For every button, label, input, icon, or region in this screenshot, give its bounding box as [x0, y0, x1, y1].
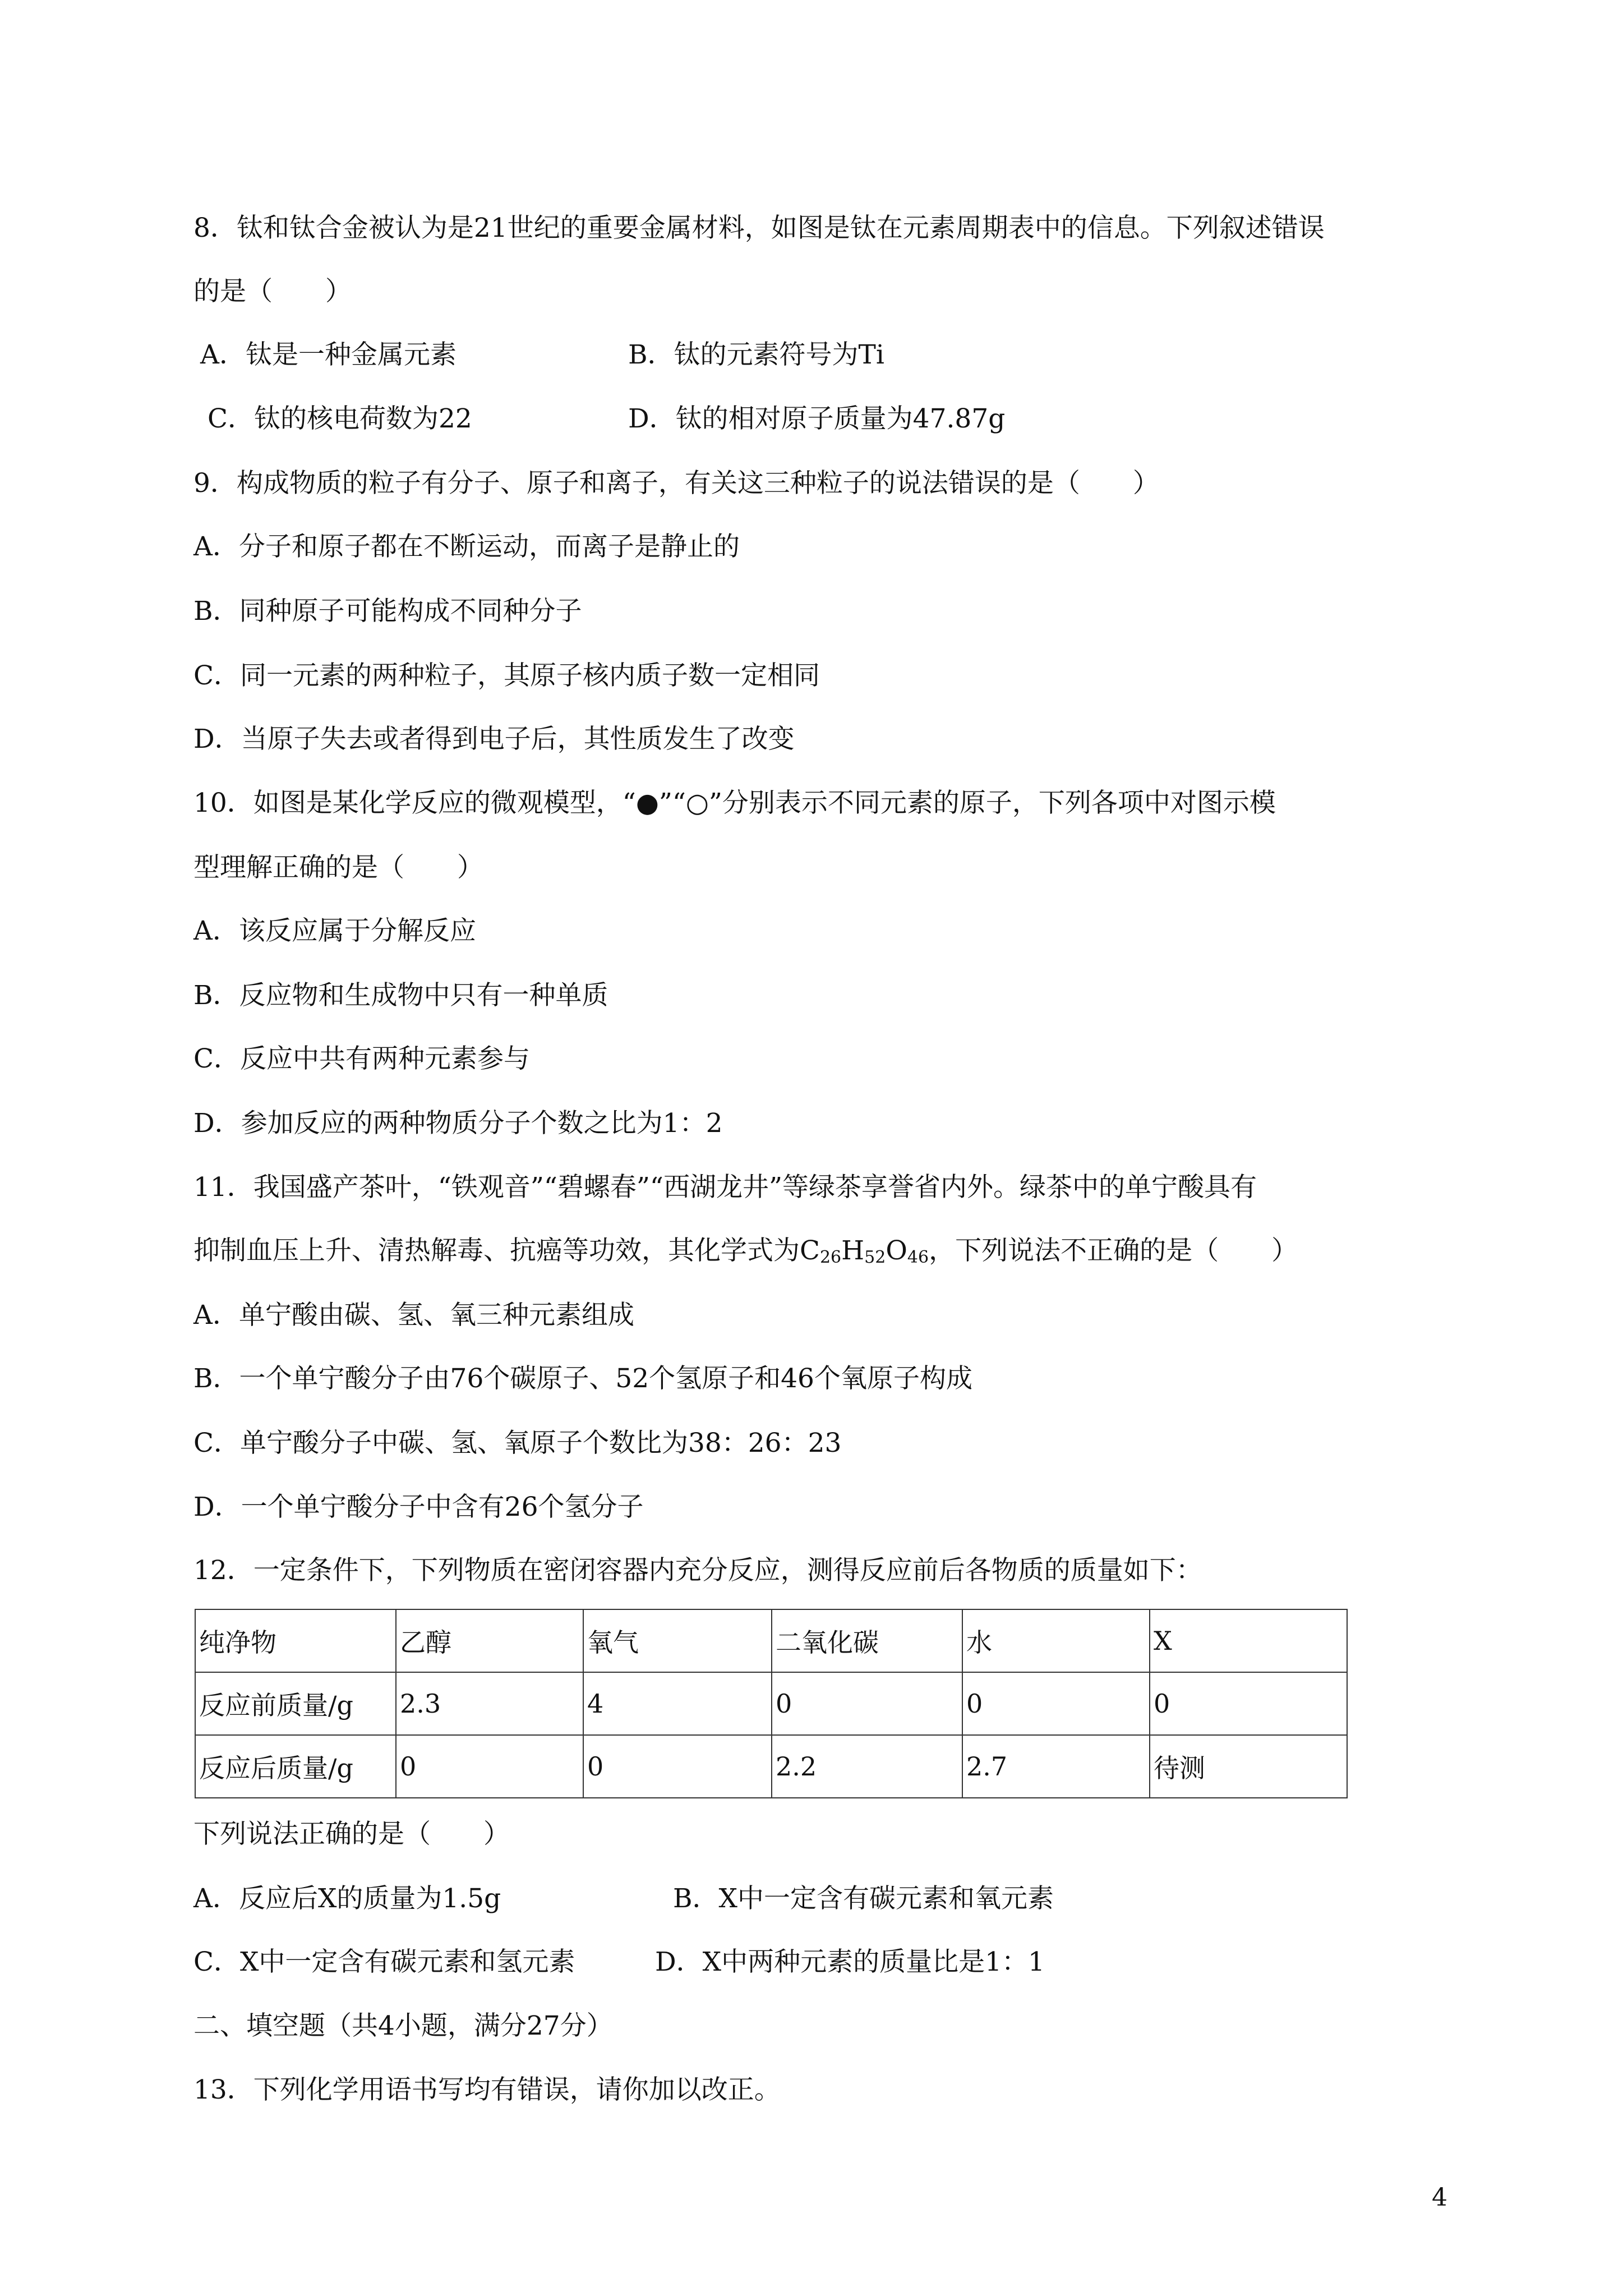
q11-option-d: D．一个单宁酸分子中含有26个氢分子: [193, 1492, 644, 1522]
table-row: [195, 1672, 1347, 1735]
q10-option-b: B．反应物和生成物中只有一种单质: [193, 980, 608, 1011]
q12-option-a: A．反应后X的质量为1.5g: [193, 1883, 501, 1914]
table-cell: 0: [772, 1672, 962, 1735]
q11-option-c: C．单宁酸分子中碳、氢、氧原子个数比为38：26：23: [193, 1428, 842, 1458]
q12-option-b: B．X中一定含有碳元素和氧元素: [673, 1883, 1054, 1914]
page-number: 4: [1432, 2183, 1447, 2212]
table-header-cell: 乙醇: [396, 1609, 583, 1672]
table-cell: 0: [962, 1672, 1150, 1735]
q12-option-c: C．X中一定含有碳元素和氢元素: [193, 1947, 575, 1977]
q8-stem-line2: 的是（ ）: [193, 276, 352, 307]
formula-subscript-hydrogen: 52: [864, 1248, 886, 1267]
q12-stem: 12．一定条件下，下列物质在密闭容器内充分反应，测得反应前后各物质的质量如下：: [193, 1555, 1202, 1586]
table-cell: 反应前质量/g: [195, 1672, 396, 1735]
mass-table: [195, 1609, 1348, 1798]
q9-option-a: A．分子和原子都在不断运动，而离子是静止的: [193, 531, 740, 562]
table-cell: 0: [1150, 1672, 1347, 1735]
q8-stem-line1: 8．钛和钛合金被认为是21世纪的重要金属材料，如图是钛在元素周期表中的信息。下列叙述错误: [193, 213, 1325, 243]
q9-option-c: C．同一元素的两种粒子，其原子核内质子数一定相同: [193, 660, 820, 691]
section-heading: 二、填空题（共4小题，满分27分）: [193, 2010, 613, 2041]
table-row: [195, 1735, 1347, 1798]
table-header-cell: 水: [962, 1609, 1150, 1672]
formula-subscript-oxygen: 46: [907, 1248, 929, 1267]
q9-option-d: D．当原子失去或者得到电子后，其性质发生了改变: [193, 724, 795, 754]
table-header-cell: 纯净物: [195, 1609, 396, 1672]
q9-option-b: B．同种原子可能构成不同种分子: [193, 596, 582, 627]
table-cell: 0: [583, 1735, 772, 1798]
q11-option-b: B．一个单宁酸分子由76个碳原子、52个氢原子和46个氧原子构成: [193, 1363, 972, 1394]
q10-option-d: D．参加反应的两种物质分子个数之比为1：2: [193, 1108, 723, 1139]
q8-option-c: C．钛的核电荷数为22: [208, 403, 472, 434]
table-cell: 2.7: [962, 1735, 1150, 1798]
q8-option-b: B．钛的元素符号为Ti: [628, 339, 884, 370]
q11-stem-line1: 11．我国盛产茶叶，“铁观音”“碧螺春”“西湖龙井”等绿茶享誉省内外。绿茶中的单宁酸具有: [193, 1172, 1257, 1203]
q10-stem-line1: 10．如图是某化学反应的微观模型，“●”“○”分别表示不同元素的原子，下列各项中对图示模: [193, 788, 1276, 818]
table-cell: 0: [396, 1735, 583, 1798]
table-cell: 反应后质量/g: [195, 1735, 396, 1798]
table-cell: 4: [583, 1672, 772, 1735]
q8-option-a: A．钛是一种金属元素: [200, 339, 457, 370]
table-cell: 2.3: [396, 1672, 583, 1735]
q11-stem-after-formula: ，下列说法不正确的是（ ）: [929, 1235, 1298, 1266]
formula-hydrogen: H: [841, 1235, 865, 1266]
q11-stem-before-formula: 抑制血压上升、清热解毒、抗癌等功效，其化学式为C: [193, 1235, 820, 1266]
table-header-cell: 二氧化碳: [772, 1609, 962, 1672]
q13-stem: 13．下列化学用语书写均有错误，请你加以改正。: [193, 2074, 781, 2105]
table-cell: 2.2: [772, 1735, 962, 1798]
q10-option-a: A．该反应属于分解反应: [193, 915, 476, 946]
q8-option-d: D．钛的相对原子质量为47.87g: [628, 403, 1006, 434]
table-header-cell: 氧气: [583, 1609, 772, 1672]
q9-stem: 9．构成物质的粒子有分子、原子和离子，有关这三种粒子的说法错误的是（ ）: [193, 468, 1159, 499]
table-header-cell: X: [1150, 1609, 1347, 1672]
q11-option-a: A．单宁酸由碳、氢、氧三种元素组成: [193, 1300, 634, 1331]
table-cell: 待测: [1150, 1735, 1347, 1798]
q12-prompt: 下列说法正确的是（ ）: [193, 1819, 510, 1849]
q12-option-d: D．X中两种元素的质量比是1：1: [655, 1947, 1045, 1977]
table-header-row: [195, 1609, 1347, 1672]
q10-option-c: C．反应中共有两种元素参与: [193, 1043, 530, 1074]
q10-stem-line2: 型理解正确的是（ ）: [193, 852, 483, 883]
q11-stem-line2: [193, 1234, 1298, 1268]
formula-subscript-carbon: 26: [819, 1248, 842, 1267]
formula-oxygen: O: [886, 1235, 907, 1266]
